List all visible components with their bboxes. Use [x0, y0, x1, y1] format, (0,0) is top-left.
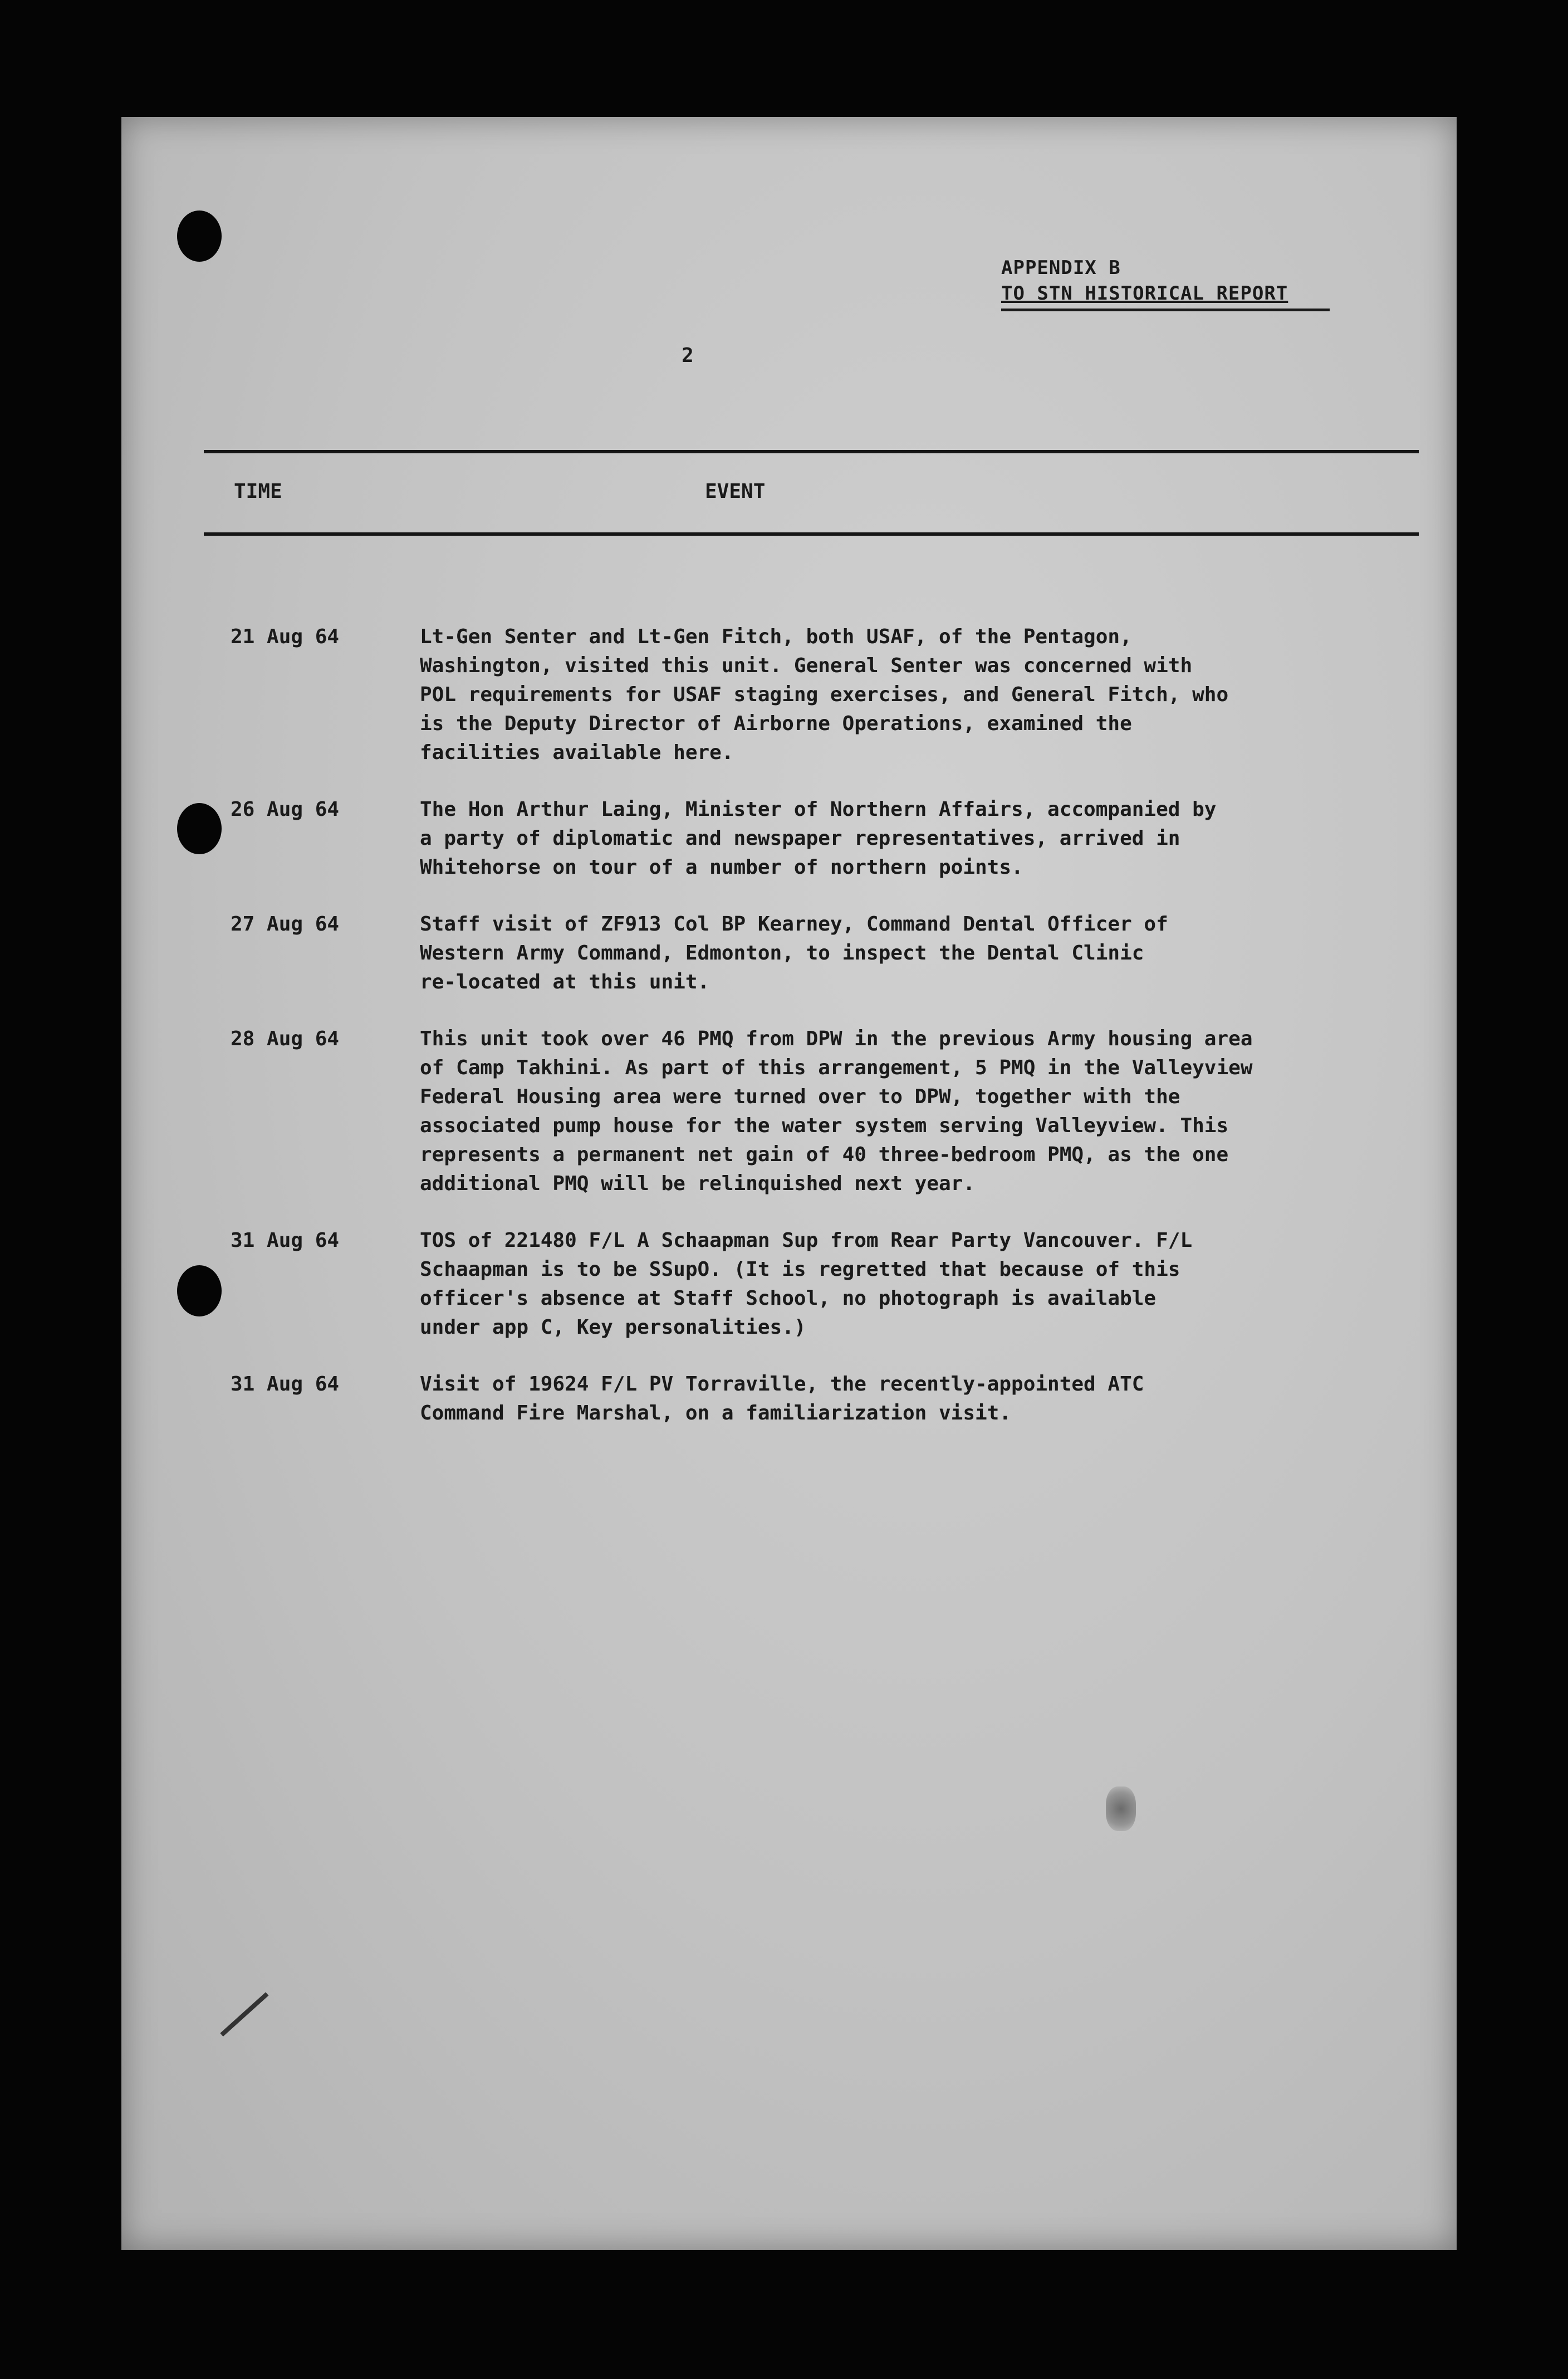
- event-entry: [231, 1370, 1428, 1428]
- punch-hole: [177, 211, 222, 262]
- ink-smudge: [1106, 1786, 1136, 1831]
- document-page: [121, 117, 1457, 2250]
- event-date: 31 Aug 64: [231, 1229, 340, 1252]
- event-description: Lt-Gen Senter and Lt-Gen Fitch, both USAF, of the Pentagon, Washington, visited this unit. General Senter was concerned with POL requirements for USAF staging exercises, and General Fitch, who is the Deputy Director of Airborne Operations, examined the facilities available here.: [420, 625, 1229, 764]
- table-top-rule: [204, 450, 1419, 453]
- event-description: This unit took over 46 PMQ from DPW in the previous Army housing area of Camp Takhini. As part of this arrangement, 5 PMQ in the Valleyview Federal Housing area were turned over to DPW, together with the associated pump house for the water system serving Valleyview. This represents a permanent net gain of 40 three-bedroom PMQ, as the one additional PMQ will be relinquished next year.: [420, 1027, 1253, 1195]
- event-description: The Hon Arthur Laing, Minister of Northern Affairs, accompanied by a party of diplomatic and newspaper representatives, arrived in Whitehorse on tour of a number of northern points.: [420, 798, 1217, 879]
- event-description: TOS of 221480 F/L A Schaapman Sup from Rear Party Vancouver. F/L Schaapman is to be SSupO. (It is regretted that because of this officer's absence at Staff School, no photograph is available under app C, Key personalities.): [420, 1229, 1193, 1339]
- film-scratch: [220, 1992, 268, 2037]
- event-date: 27 Aug 64: [231, 913, 340, 936]
- appendix-subtitle: TO STN HISTORICAL REPORT: [1001, 282, 1288, 305]
- page-number: 2: [682, 344, 694, 367]
- event-date: 21 Aug 64: [231, 625, 340, 648]
- event-date: 28 Aug 64: [231, 1027, 340, 1050]
- event-date: 31 Aug 64: [231, 1373, 340, 1396]
- table-header-rule: [204, 532, 1419, 536]
- event-entry: [231, 1025, 1428, 1198]
- event-list: [231, 623, 1428, 1456]
- event-description: Staff visit of ZF913 Col BP Kearney, Command Dental Officer of Western Army Command, Edmonton, to inspect the Dental Clinic re-located at this unit.: [420, 913, 1168, 993]
- event-entry: [231, 795, 1428, 882]
- event-description: Visit of 19624 F/L PV Torraville, the recently-appointed ATC Command Fire Marshal, on a familiarization visit.: [420, 1373, 1144, 1425]
- event-entry: [231, 910, 1428, 997]
- punch-hole: [177, 1265, 222, 1316]
- event-entry: [231, 623, 1428, 767]
- column-header-time: TIME: [234, 480, 282, 503]
- appendix-underline: [1001, 309, 1330, 311]
- event-entry: [231, 1226, 1428, 1342]
- column-header-event: EVENT: [705, 480, 766, 503]
- appendix-heading: [1001, 255, 1330, 311]
- event-date: 26 Aug 64: [231, 798, 340, 821]
- punch-hole: [177, 803, 222, 854]
- appendix-title: APPENDIX B: [1001, 257, 1121, 279]
